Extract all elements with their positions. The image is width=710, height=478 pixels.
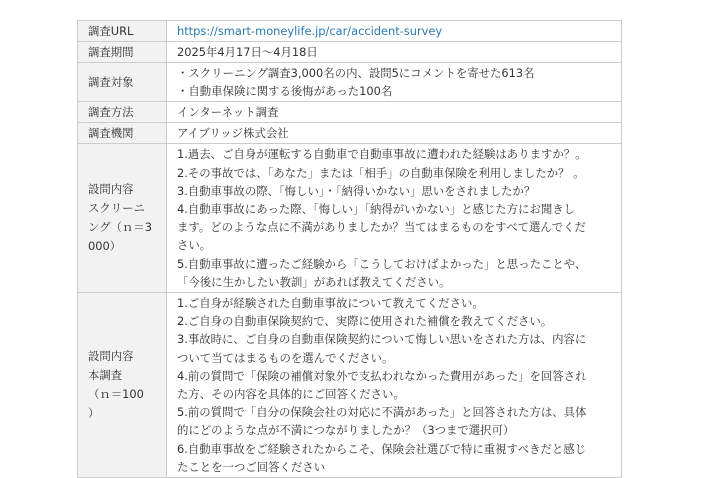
main-q-line: 4.前の質問で「保険の補償対象外で支払われなかった費用があった」を回答され xyxy=(177,368,587,383)
row-url xyxy=(78,21,622,42)
main-label-1: 設問内容 xyxy=(88,348,134,363)
value-target xyxy=(167,63,622,102)
value-screening xyxy=(167,144,622,293)
main-q-line: ついて当てはまるものを選んでください。 xyxy=(177,350,394,365)
row-method xyxy=(78,102,622,123)
row-screening-questions xyxy=(78,144,622,293)
main-q-line: たことを一つご回答ください xyxy=(177,459,326,474)
screening-label-4: 000） xyxy=(88,239,122,254)
screening-q-line: 2.その事故では、「あなた」または「相手」の自動車保険を利用しましたか？ 。 xyxy=(177,165,585,180)
value-period: 2025年4月17日〜4月18日 xyxy=(167,42,622,63)
screening-q-line: 4.自動車事故にあった際、「悔しい」「納得がいかない」と感じた方にお聞きし xyxy=(177,202,576,217)
label-screening xyxy=(78,144,167,293)
survey-overview-table xyxy=(77,20,622,478)
main-label-2: 本調査 xyxy=(88,367,123,382)
screening-q-line: さい。 xyxy=(177,238,212,253)
screening-q-line: 5.自動車事故に遭ったご経験から「こうしておけばよかった」と思ったことや、 xyxy=(177,256,587,271)
label-main xyxy=(78,293,167,478)
main-label-3: （ｎ＝100 xyxy=(88,387,144,402)
value-agency: アイブリッジ株式会社 xyxy=(167,123,622,144)
screening-label-1: 設問内容 xyxy=(88,181,134,196)
main-q-line: 的にどのような点が不満につながりましたか？（3つまで選択可） xyxy=(177,423,515,438)
main-q-line: た方、その内容を具体的にご回答ください。 xyxy=(177,387,405,402)
main-q-line: 6.自動車事故をご経験されたからこそ、保険会社選びで特に重視すべきだと感じ xyxy=(177,441,587,456)
value-url xyxy=(167,21,622,42)
survey-overview xyxy=(77,20,621,478)
target-line-1: ・スクリーニング調査3,000名の内、設問5にコメントを寄せた613名 xyxy=(177,66,535,80)
main-q-line: 5.前の質問で「自分の保険会社の対応に不満があった」と回答された方は、具体 xyxy=(177,405,587,420)
screening-q-line: 3.自動車事故の際、「悔しい」・「納得いかない」思いをされましたか？ xyxy=(177,183,536,198)
label-period: 調査期間 xyxy=(78,42,167,63)
value-method: インターネット調査 xyxy=(167,102,622,123)
row-main-questions xyxy=(78,293,622,478)
row-agency xyxy=(78,123,622,144)
label-target: 調査対象 xyxy=(78,63,167,102)
main-label-4: ） xyxy=(88,406,100,421)
screening-q-line: ます。どのような点に不満がありましたか？当てはまるものをすべて選んでくだ xyxy=(177,220,586,235)
main-q-line: 1.ご自身が経験された自動車事故について教えてください。 xyxy=(177,296,484,311)
value-main xyxy=(167,293,622,478)
target-line-2: ・自動車保険に関する後悔があった100名 xyxy=(177,84,393,99)
label-url: 調査URL xyxy=(78,21,167,42)
screening-q-line: 1.過去、ご自身が運転する自動車で自動車事故に遭われた経験はありますか？。 xyxy=(177,147,587,162)
screening-q-line: 「今後に生かしたい教訓」があれば教えてください。 xyxy=(177,274,451,289)
main-q-line: 2.ご自身の自動車保険契約で、実際に使用された補償を教えてください。 xyxy=(177,314,553,329)
label-method: 調査方法 xyxy=(78,102,167,123)
survey-url-link[interactable]: https://smart-moneylife.jp/car/accident-survey xyxy=(177,24,443,38)
label-agency: 調査機関 xyxy=(78,123,167,144)
main-q-line: 3.事故時に、ご自身の自動車保険契約について悔しい思いをされた方は、内容に xyxy=(177,332,587,347)
screening-label-3: ング（ｎ＝3 xyxy=(88,220,152,235)
screening-label-2: スクリーニ xyxy=(88,201,145,216)
row-period xyxy=(78,42,622,63)
row-target xyxy=(78,63,622,102)
